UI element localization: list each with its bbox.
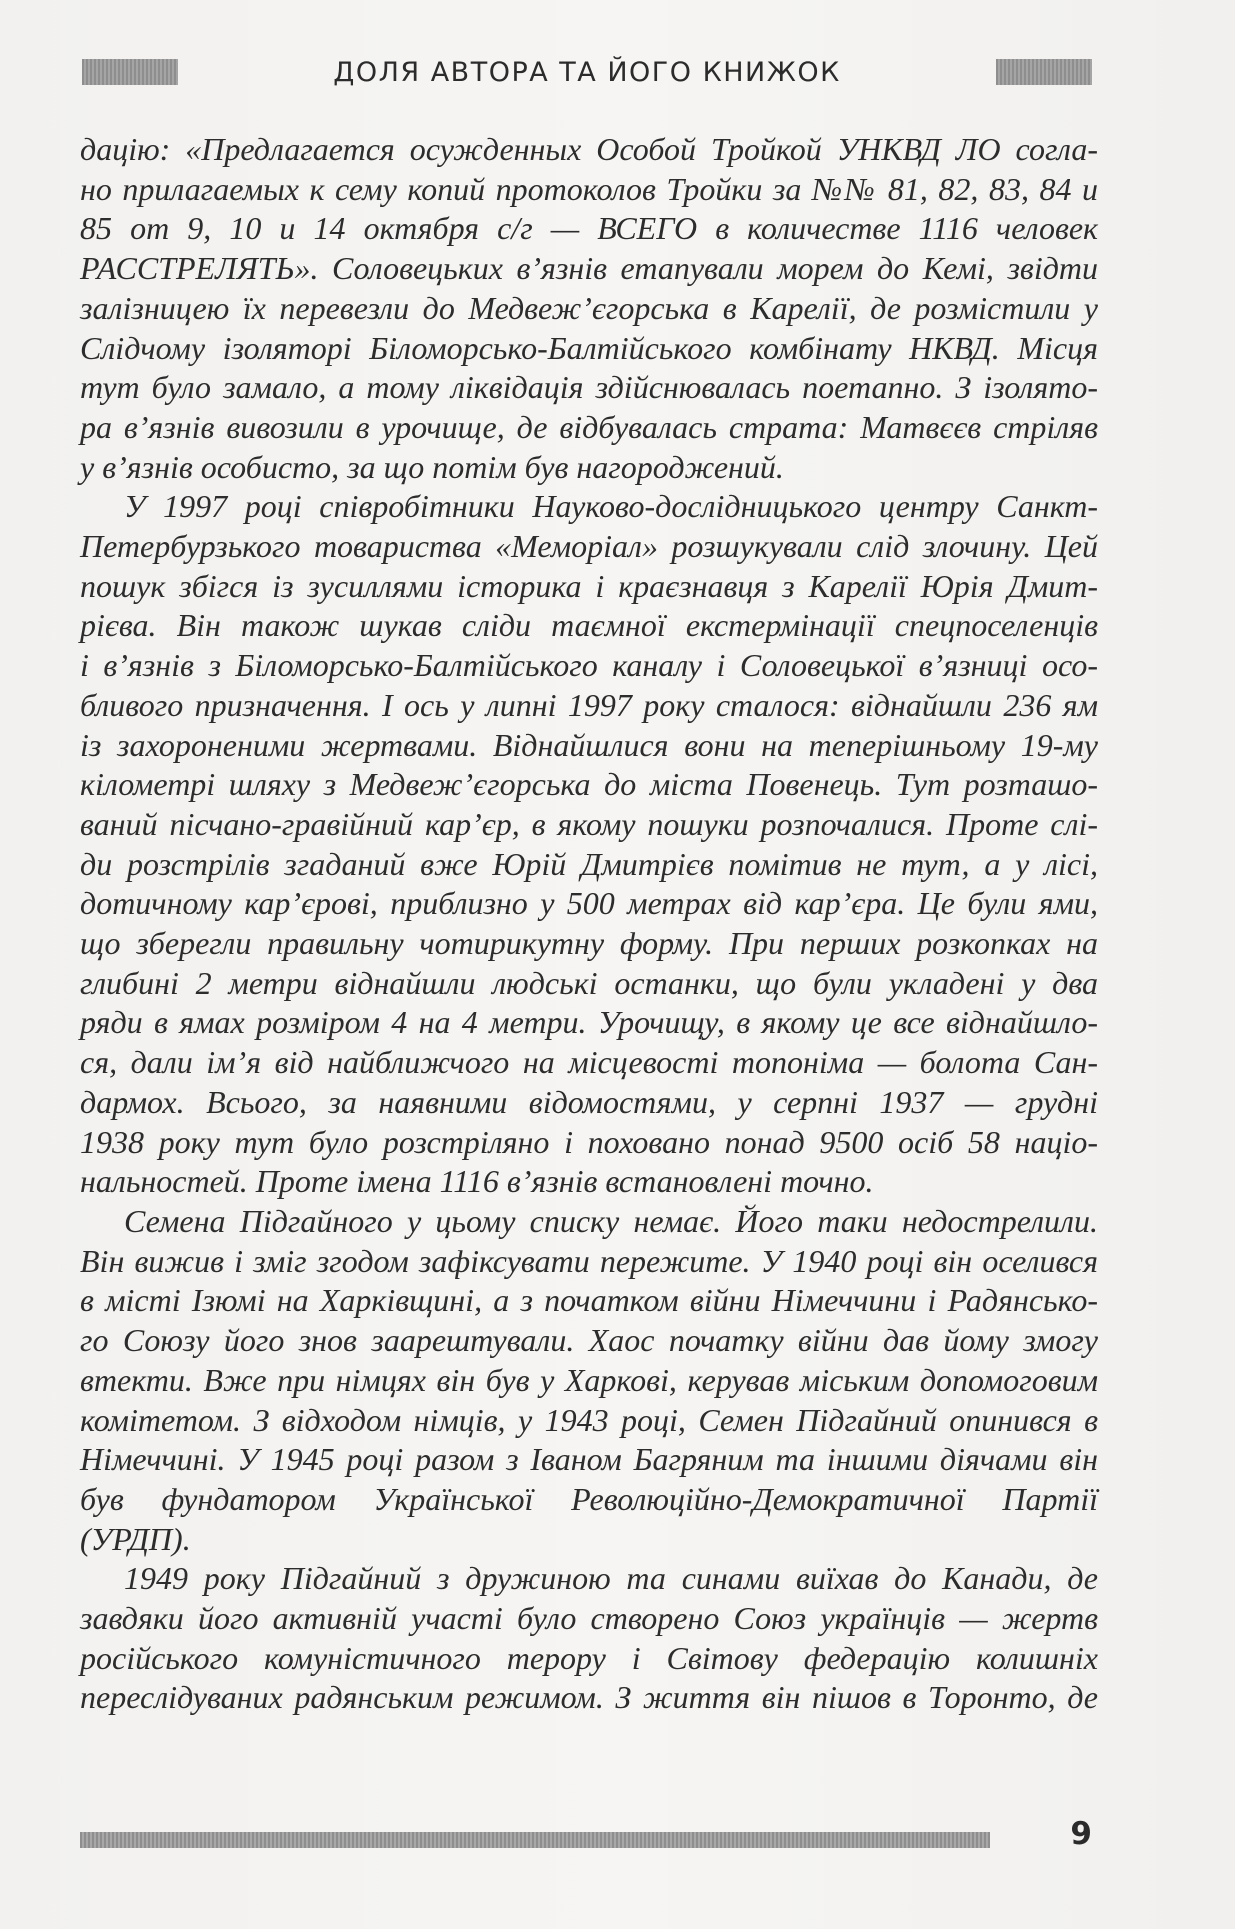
text-line: дармох. Всього, за наявними відомостями, у серпні 1937 — грудні bbox=[80, 1083, 1098, 1120]
text-line: 85 от 9, 10 и 14 октября с/г — ВСЕГО в количестве 1116 человек bbox=[80, 210, 1098, 247]
text-line: комітетом. З відходом німців, у 1943 році, Семен Підгайний опинився в bbox=[80, 1401, 1098, 1438]
text-line: ра в’язнів вивозили в урочище, де відбувалась страта: Матвєєв стріляв bbox=[80, 408, 1098, 445]
text-line: Семена Підгайного у цьому списку немає. Його таки недострелили. bbox=[124, 1202, 1098, 1239]
text-line: ряди в ямах розміром 4 на 4 метри. Урочищу, в якому це все віднайшло- bbox=[80, 1004, 1098, 1041]
running-header bbox=[82, 56, 1092, 92]
page-number: 9 bbox=[1070, 1816, 1092, 1852]
text-line: і в’язнів з Біломорсько-Балтійського каналу і Соловецької в’язниці осо- bbox=[80, 647, 1098, 684]
running-header-title: ДОЛЯ АВТОРА ТА ЙОГО КНИЖОК bbox=[333, 57, 841, 88]
text-line: РАССТРЕЛЯТЬ». Соловецьких в’язнів етапували морем до Кемі, звідти bbox=[80, 250, 1098, 287]
text-line: 1938 року тут було розстріляно і поховано понад 9500 осіб 58 націо- bbox=[80, 1123, 1098, 1160]
text-line: переслідуваних радянським режимом. З життя він пішов в Торонто, де bbox=[80, 1679, 1098, 1716]
text-line: тут було замало, а тому ліквідація здійснювалась поетапно. З ізолято- bbox=[80, 369, 1098, 406]
text-line: ся, дали ім’я від найближчого на місцевості топоніма — болота Сан- bbox=[80, 1044, 1098, 1081]
text-line: ваний пісчано-гравійний кар’єр, в якому пошуки розпочалися. Проте слі- bbox=[80, 805, 1098, 842]
text-line: завдяки його активній участі було створено Союз українців — жертв bbox=[80, 1600, 1098, 1637]
text-line: глибині 2 метри віднайшли людські останки, що були укладені у два bbox=[80, 964, 1098, 1001]
text-line: в місті Ізюмі на Харківщині, а з початком війни Німеччини і Радянсько- bbox=[80, 1282, 1098, 1319]
text-line: (УРДП). bbox=[80, 1520, 191, 1557]
text-line: ди розстрілів згаданий вже Юрій Дмитрієв помітив не тут, а у лісі, bbox=[80, 845, 1098, 882]
text-line: російського комуністичного терору і Світову федерацію колишніх bbox=[80, 1639, 1098, 1676]
text-line: бливого призначення. І ось у липні 1997 року сталося: віднайшли 236 ям bbox=[80, 686, 1098, 723]
text-line: у в’язнів особисто, за що потім був нагороджений. bbox=[80, 448, 784, 485]
text-line: пошук збігся із зусиллями історика і краєзнавця з Карелії Юрія Дмит- bbox=[80, 567, 1098, 604]
body-text bbox=[80, 130, 1098, 1718]
text-line: но прилагаемых к сему копий протоколов Тройки за №№ 81, 82, 83, 84 и bbox=[80, 170, 1098, 207]
text-line: Слідчому ізоляторі Біломорсько-Балтійського комбінату НКВД. Місця bbox=[80, 329, 1098, 366]
text-line: Німеччині. У 1945 році разом з Іваном Багряним та іншими діячами він bbox=[80, 1441, 1098, 1478]
text-line: рієва. Він також шукав сліди таємної екстермінації спецпоселенців bbox=[80, 607, 1098, 644]
text-line: був фундатором Української Революційно-Демократичної Партії bbox=[80, 1480, 1098, 1517]
text-line: що зберегли правильну чотирикутну форму. При перших розкопках на bbox=[80, 925, 1098, 962]
header-decor-bar-right bbox=[996, 59, 1092, 85]
text-line: дацію: «Предлагается осужденных Особой Тройкой УНКВД ЛО согла- bbox=[80, 131, 1098, 167]
text-line: го Союзу його знов заарештували. Хаос початку війни дав йому змогу bbox=[80, 1322, 1098, 1359]
text-line: із захороненими жертвами. Віднайшлися вони на теперішньому 19-му bbox=[80, 726, 1098, 763]
text-line: Він вижив і зміг згодом зафіксувати пережите. У 1940 році він оселився bbox=[80, 1242, 1098, 1279]
footer-decor-bar bbox=[80, 1832, 990, 1848]
text-line: У 1997 році співробітники Науково-дослідницького центру Санкт- bbox=[124, 488, 1098, 525]
text-line: Петербурзького товариства «Меморіал» розшукували слід злочину. Цей bbox=[80, 528, 1098, 565]
text-line: залізницею їх перевезли до Медвеж’єгорська в Карелії, де розмістили у bbox=[80, 289, 1098, 326]
text-line: нальностей. Проте імена 1116 в’язнів встановлені точно. bbox=[80, 1163, 874, 1200]
text-line: кілометрі шляху з Медвеж’єгорська до міста Повенець. Тут розташо- bbox=[80, 766, 1098, 803]
text-line: 1949 року Підгайний з дружиною та синами виїхав до Канади, де bbox=[124, 1560, 1098, 1597]
text-line: дотичному кар’єрові, приблизно у 500 метрах від кар’єра. Це були ями, bbox=[80, 885, 1098, 922]
text-line: втекти. Вже при німцях він був у Харкові, керував міським допомоговим bbox=[80, 1361, 1098, 1398]
